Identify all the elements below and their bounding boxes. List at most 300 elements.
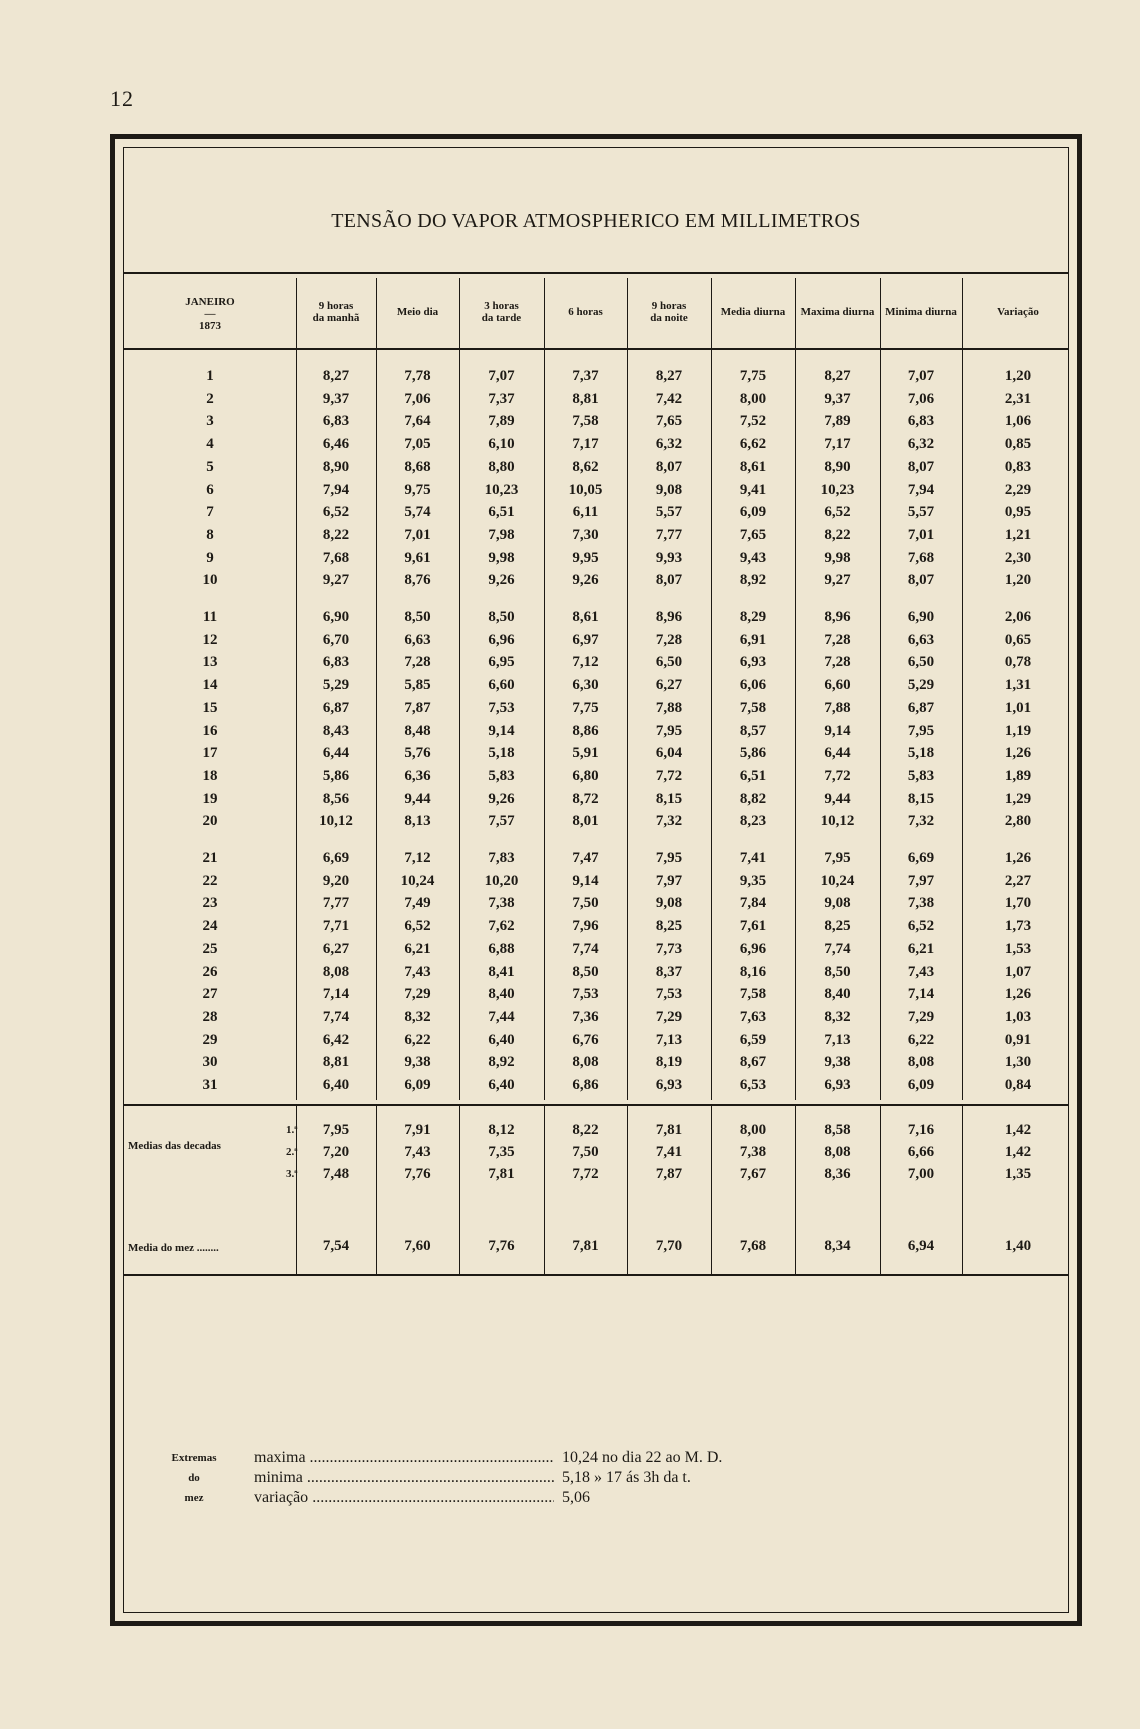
table-cell: 9,26	[488, 790, 515, 807]
column-header-line: da tarde	[481, 312, 522, 324]
day-number: 25	[202, 940, 218, 957]
table-cell: 10,12	[820, 813, 855, 830]
day-number: 2	[206, 390, 214, 407]
means-column-divider	[459, 1106, 460, 1274]
table-cell: 7,98	[488, 526, 515, 543]
day-number: 4	[206, 436, 214, 453]
table-cell: 5,57	[655, 504, 683, 521]
data-column-divider	[627, 348, 628, 1100]
table-cell: 7,01	[907, 526, 935, 543]
table-cell: 9,08	[655, 481, 683, 498]
table-cell: 7,89	[488, 413, 515, 430]
table-cell: 10,24	[820, 872, 855, 889]
table-cell: 7,06	[404, 390, 431, 407]
means-column-divider	[711, 1106, 712, 1274]
extremes-label: mez	[184, 1492, 204, 1504]
column-header-line: da manhã	[312, 312, 360, 324]
table-cell: 6,63	[907, 631, 935, 648]
table-cell: 8,50	[824, 963, 851, 980]
table-cell: 5,91	[572, 745, 599, 762]
table-cell: 9,26	[572, 572, 599, 589]
table-cell: 7,74	[322, 1008, 350, 1025]
data-column-divider	[795, 348, 796, 1100]
table-cell: 7,65	[655, 413, 683, 430]
table-cell: 7,71	[322, 918, 350, 935]
extremes-row-value: 5,06	[562, 1489, 590, 1506]
table-cell: 6,46	[322, 436, 350, 453]
table-cell: 7,37	[572, 368, 599, 384]
day-number: 17	[202, 745, 218, 762]
table-cell: 8,41	[488, 963, 515, 980]
table-cell: 8,62	[572, 458, 599, 475]
table-cell: 8,13	[404, 813, 431, 830]
table-cell: 6,83	[907, 413, 935, 430]
table-cell: 7,97	[907, 872, 935, 889]
extremes-row-value: 10,24 no dia 22 ao M. D.	[562, 1449, 723, 1466]
table-cell: 6,21	[907, 940, 935, 957]
table-cell: 7,44	[488, 1008, 515, 1025]
decade-mean-cell: 7,41	[655, 1143, 683, 1160]
table-cell: 8,23	[739, 813, 767, 830]
table-cell: 8,27	[322, 368, 350, 384]
period-header-dash: —	[204, 308, 216, 320]
decade-ordinal: 2.ª	[286, 1145, 298, 1158]
table-cell: 7,13	[655, 1031, 683, 1048]
day-number: 24	[202, 918, 218, 935]
table-cell: 9,38	[824, 1054, 851, 1071]
table-cell: 6,76	[572, 1031, 599, 1048]
table-cell: 8,07	[907, 572, 935, 589]
table-cell: 8,76	[404, 572, 431, 589]
decade-mean-cell: 8,58	[824, 1121, 851, 1138]
table-cell: 7,17	[824, 436, 851, 453]
table-cell: 7,01	[404, 526, 431, 543]
table-cell: 9,27	[322, 572, 350, 589]
table-cell: 9,98	[824, 549, 851, 566]
table-cell: 6,40	[488, 1031, 515, 1048]
table-cell: 7,30	[572, 526, 599, 543]
table-cell: 1,26	[1004, 850, 1032, 866]
month-mean-label	[128, 1242, 219, 1254]
table-cell: 1,26	[1004, 986, 1032, 1003]
extremes-row-value: 5,18 » 17 ás 3h da t.	[562, 1469, 691, 1486]
table-cell: 8,57	[739, 722, 767, 739]
table-cell: 7,68	[907, 549, 935, 566]
table-cell: 5,29	[322, 677, 350, 694]
data-column-divider	[544, 348, 545, 1100]
table-cell: 9,27	[824, 572, 851, 589]
decade-mean-cell: 1,42	[1004, 1143, 1032, 1160]
table-cell: 8,16	[739, 963, 767, 980]
table-cell: 6,10	[488, 436, 515, 453]
table-cell: 1,31	[1004, 677, 1032, 694]
decade-mean-cell: 7,35	[488, 1143, 515, 1160]
month-mean-cell: 6,94	[907, 1237, 935, 1254]
table-cell: 7,74	[824, 940, 851, 957]
decade-ordinal: 1.ª	[286, 1123, 298, 1136]
table-cell: 6,52	[404, 918, 431, 935]
decade-mean-cell: 8,36	[824, 1165, 851, 1182]
table-cell: 9,37	[824, 390, 851, 407]
table-cell: 1,70	[1004, 895, 1032, 912]
table-cell: 2,31	[1004, 390, 1032, 407]
table-cell: 6,70	[322, 631, 350, 648]
table-cell: 6,96	[488, 631, 515, 648]
table-cell: 8,68	[404, 458, 431, 475]
table-cell: 9,08	[824, 895, 851, 912]
table-cell: 6,52	[907, 918, 935, 935]
table-cell: 7,36	[572, 1008, 599, 1025]
table-cell: 9,20	[322, 872, 350, 889]
table-cell: 1,30	[1004, 1054, 1032, 1071]
table-cell: 7,32	[907, 813, 935, 830]
table-cell: 6,50	[907, 654, 935, 671]
table-cell: 6,27	[655, 677, 683, 694]
table-cell: 6,97	[572, 631, 599, 648]
table-cell: 8,37	[655, 963, 683, 980]
table-cell: 8,08	[907, 1054, 935, 1071]
extremes-row-name-text: maxima	[254, 1449, 306, 1466]
table-cell: 7,61	[739, 918, 767, 935]
table-cell: 6,87	[322, 699, 350, 716]
decade-mean-cell: 7,38	[739, 1143, 767, 1160]
table-cell: 6,32	[907, 436, 935, 453]
table-cell: 7,97	[655, 872, 683, 889]
table-cell: 7,37	[488, 390, 515, 407]
table-cell: 7,29	[655, 1008, 683, 1025]
table-cell: 6,53	[739, 1077, 767, 1093]
extremes-row-name-text: variação	[254, 1489, 309, 1506]
table-cell: 8,82	[739, 790, 767, 807]
table-cell: 6,22	[404, 1031, 431, 1048]
table-cell: 1,29	[1004, 790, 1032, 807]
table-cell: 9,93	[655, 549, 683, 566]
table-cell: 1,21	[1004, 526, 1032, 543]
table-cell: 7,68	[322, 549, 350, 566]
table-cell: 10,05	[568, 481, 603, 498]
table-cell: 6,63	[404, 631, 431, 648]
extremes-row-name	[254, 1468, 554, 1488]
table-cell: 8,08	[572, 1054, 599, 1071]
table-cell: 6,21	[404, 940, 431, 957]
month-mean-cell: 7,76	[488, 1237, 515, 1254]
decade-mean-cell: 7,81	[488, 1165, 515, 1182]
table-cell: 7,49	[404, 895, 431, 912]
table-cell: 5,18	[907, 745, 935, 762]
column-header	[459, 300, 544, 324]
table-cell: 6,50	[655, 654, 683, 671]
decade-mean-cell: 6,66	[907, 1143, 935, 1160]
table-cell: 10,20	[484, 872, 519, 889]
decade-mean-cell: 8,12	[488, 1121, 515, 1138]
means-bottom-rule	[124, 1274, 1068, 1276]
table-cell: 8,90	[824, 458, 851, 475]
table-cell: 2,27	[1004, 872, 1032, 889]
day-number: 21	[202, 850, 218, 866]
day-number: 12	[202, 631, 218, 648]
table-cell: 7,95	[655, 850, 683, 866]
decade-mean-cell: 7,87	[655, 1165, 683, 1182]
table-cell: 7,94	[322, 481, 350, 498]
column-header-line: Variação	[997, 306, 1039, 318]
table-cell: 9,35	[739, 872, 767, 889]
table-cell: 7,63	[739, 1008, 767, 1025]
table-cell: 6,90	[322, 609, 350, 625]
table-cell: 9,44	[404, 790, 431, 807]
table-cell: 0,84	[1004, 1077, 1032, 1093]
decade-mean-cell: 7,43	[404, 1143, 431, 1160]
table-cell: 7,42	[655, 390, 683, 407]
table-cell: 7,95	[824, 850, 851, 866]
table-cell: 6,93	[739, 654, 767, 671]
month-mean-cell: 1,40	[1004, 1237, 1032, 1254]
table-cell: 2,29	[1004, 481, 1032, 498]
table-cell: 9,98	[488, 549, 515, 566]
table-cell: 6,40	[322, 1077, 350, 1093]
table-cell: 0,85	[1004, 436, 1032, 453]
table-cell: 8,92	[739, 572, 767, 589]
table-cell: 7,28	[824, 654, 851, 671]
table-cell: 2,06	[1004, 609, 1032, 625]
day-number: 19	[202, 790, 218, 807]
table-cell: 9,95	[572, 549, 599, 566]
table-cell: 7,43	[404, 963, 431, 980]
table-cell: 10,12	[319, 813, 353, 830]
table-cell: 8,19	[655, 1054, 683, 1071]
table-cell: 8,72	[572, 790, 599, 807]
column-header-line: da noite	[650, 312, 688, 324]
table-cell: 10,23	[484, 481, 519, 498]
table-cell: 7,07	[488, 368, 515, 384]
column-header-line: Minima diurna	[885, 306, 957, 318]
data-column-divider	[962, 348, 963, 1100]
column-header-line: 9 horas	[651, 300, 687, 312]
table-cell: 8,80	[488, 458, 515, 475]
day-number: 1	[206, 368, 214, 384]
table-cell: 8,81	[322, 1054, 350, 1071]
table-cell: 9,44	[824, 790, 851, 807]
table-cell: 5,86	[322, 767, 350, 784]
table-cell: 8,96	[655, 609, 683, 625]
table-cell: 1,20	[1004, 572, 1032, 589]
table-cell: 7,58	[739, 699, 767, 716]
page-number: 12	[110, 86, 134, 111]
extremes-row-name	[254, 1448, 554, 1468]
table-cell: 7,14	[907, 986, 935, 1003]
table-cell: 8,27	[824, 368, 851, 384]
table-cell: 7,83	[488, 850, 515, 866]
table-cell: 7,38	[488, 895, 515, 912]
data-column-divider	[880, 348, 881, 1100]
table-cell: 6,96	[739, 940, 767, 957]
table-cell: 6,60	[488, 677, 515, 694]
table-cell: 0,78	[1004, 654, 1032, 671]
table-cell: 8,27	[655, 368, 683, 384]
table-cell: 9,14	[488, 722, 515, 739]
table-cell: 8,48	[404, 722, 431, 739]
table-cell: 7,13	[824, 1031, 851, 1048]
table-cell: 7,29	[404, 986, 431, 1003]
day-number: 22	[202, 872, 218, 889]
table-cell: 8,25	[655, 918, 683, 935]
table-cell: 8,50	[488, 609, 515, 625]
table-cell: 9,26	[488, 572, 515, 589]
table-cell: 8,00	[739, 390, 767, 407]
decade-mean-cell: 7,16	[907, 1121, 935, 1138]
table-cell: 5,83	[907, 767, 935, 784]
column-header	[544, 306, 627, 318]
table-cell: 6,93	[655, 1077, 683, 1093]
table-cell: 7,77	[322, 895, 350, 912]
table-cell: 8,90	[322, 458, 350, 475]
column-header-line: Media diurna	[720, 306, 786, 318]
table-cell: 5,86	[739, 745, 767, 762]
means-column-divider	[296, 1106, 297, 1274]
table-cell: 8,07	[655, 458, 683, 475]
table-cell: 7,12	[572, 654, 599, 671]
data-column-divider	[711, 348, 712, 1100]
period-header	[124, 296, 296, 332]
month-mean-cell: 7,81	[572, 1237, 599, 1254]
table-cell: 7,73	[655, 940, 683, 957]
table-cell: 7,72	[824, 767, 851, 784]
table-cell: 7,72	[655, 767, 683, 784]
table-cell: 6,36	[404, 767, 431, 784]
decade-mean-cell: 7,00	[907, 1165, 935, 1182]
table-cell: 1,26	[1004, 745, 1032, 762]
day-number: 14	[202, 677, 218, 694]
month-mean-cell: 7,68	[739, 1237, 767, 1254]
extremes-label: Extremas	[171, 1452, 217, 1464]
table-cell: 7,28	[404, 654, 431, 671]
table-cell: 7,29	[907, 1008, 935, 1025]
day-number: 3	[206, 413, 214, 430]
month-mean-cell: 7,60	[404, 1237, 431, 1254]
day-number: 8	[206, 526, 214, 543]
table-cell: 8,40	[824, 986, 851, 1003]
column-header	[376, 306, 459, 318]
table-cell: 6,22	[907, 1031, 935, 1048]
table-cell: 9,61	[404, 549, 431, 566]
means-column-divider	[880, 1106, 881, 1274]
table-cell: 7,58	[572, 413, 599, 430]
day-number: 7	[206, 504, 214, 521]
table-cell: 7,41	[739, 850, 767, 866]
table-cell: 6,87	[907, 699, 935, 716]
table-cell: 6,11	[572, 504, 599, 521]
table-cell: 9,43	[739, 549, 767, 566]
table-cell: 7,65	[739, 526, 767, 543]
decade-mean-cell: 7,67	[739, 1165, 767, 1182]
table-cell: 7,74	[572, 940, 599, 957]
table-cell: 7,88	[824, 699, 851, 716]
table-cell: 6,51	[739, 767, 767, 784]
table-cell: 8,61	[572, 609, 599, 625]
table-cell: 9,37	[322, 390, 350, 407]
table-cell: 7,53	[655, 986, 683, 1003]
table-cell: 9,75	[404, 481, 431, 498]
table-cell: 1,89	[1004, 767, 1032, 784]
extremes-row-name-text: minima	[254, 1469, 303, 1486]
decade-mean-cell: 8,08	[824, 1143, 851, 1160]
table-cell: 8,01	[572, 813, 599, 830]
table-cell: 0,95	[1004, 504, 1032, 521]
table-cell: 5,29	[907, 677, 935, 694]
table-cell: 8,86	[572, 722, 599, 739]
data-column-divider	[376, 348, 377, 1100]
decade-mean-cell: 7,48	[322, 1165, 350, 1182]
table-cell: 8,29	[739, 609, 767, 625]
table-cell: 7,88	[655, 699, 683, 716]
decade-mean-cell: 1,42	[1004, 1121, 1032, 1138]
day-number: 11	[202, 609, 218, 625]
table-cell: 8,61	[739, 458, 767, 475]
period-header-year: 1873	[199, 320, 221, 332]
table-cell: 8,07	[655, 572, 683, 589]
table-cell: 9,41	[739, 481, 767, 498]
table-cell: 7,78	[404, 368, 431, 384]
extremes-label: do	[188, 1472, 200, 1484]
table-cell: 7,87	[404, 699, 431, 716]
table-cell: 7,07	[907, 368, 935, 384]
month-mean-dots: ........	[196, 1241, 219, 1254]
table-cell: 8,56	[322, 790, 350, 807]
period-header-month: JANEIRO	[185, 296, 235, 308]
decade-mean-cell: 7,81	[655, 1121, 683, 1138]
table-cell: 9,38	[404, 1054, 431, 1071]
table-cell: 6,93	[824, 1077, 851, 1093]
table-cell: 1,53	[1004, 940, 1032, 957]
table-cell: 7,32	[655, 813, 683, 830]
table-cell: 8,40	[488, 986, 515, 1003]
column-header	[880, 306, 962, 318]
means-column-divider	[795, 1106, 796, 1274]
table-cell: 6,90	[907, 609, 935, 625]
column-header	[627, 300, 711, 324]
day-number: 29	[202, 1031, 218, 1048]
table-cell: 2,80	[1004, 813, 1032, 830]
table-cell: 9,08	[655, 895, 683, 912]
table-cell: 6,83	[322, 654, 350, 671]
table-cell: 8,22	[322, 526, 350, 543]
decade-mean-cell: 8,00	[739, 1121, 767, 1138]
table-cell: 8,50	[404, 609, 431, 625]
table-cell: 1,20	[1004, 368, 1032, 384]
table-cell: 6,40	[488, 1077, 515, 1093]
table-cell: 7,47	[572, 850, 599, 866]
table-cell: 6,91	[739, 631, 767, 648]
table-cell: 7,14	[322, 986, 350, 1003]
table-cell: 7,38	[907, 895, 935, 912]
column-header	[962, 306, 1074, 318]
table-cell: 8,07	[907, 458, 935, 475]
decade-mean-cell: 7,20	[322, 1143, 350, 1160]
day-number: 5	[206, 458, 214, 475]
table-cell: 7,62	[488, 918, 515, 935]
table-cell: 6,88	[488, 940, 515, 957]
day-number: 13	[202, 654, 218, 671]
day-number: 31	[202, 1077, 218, 1093]
table-cell: 6,09	[739, 504, 767, 521]
table-cell: 6,59	[739, 1031, 767, 1048]
table-cell: 6,30	[572, 677, 599, 694]
table-cell: 7,75	[572, 699, 599, 716]
table-cell: 6,09	[907, 1077, 935, 1093]
means-column-divider	[627, 1106, 628, 1274]
table-cell: 7,43	[907, 963, 935, 980]
day-number: 6	[206, 481, 214, 498]
month-mean-cell: 8,34	[824, 1237, 851, 1254]
